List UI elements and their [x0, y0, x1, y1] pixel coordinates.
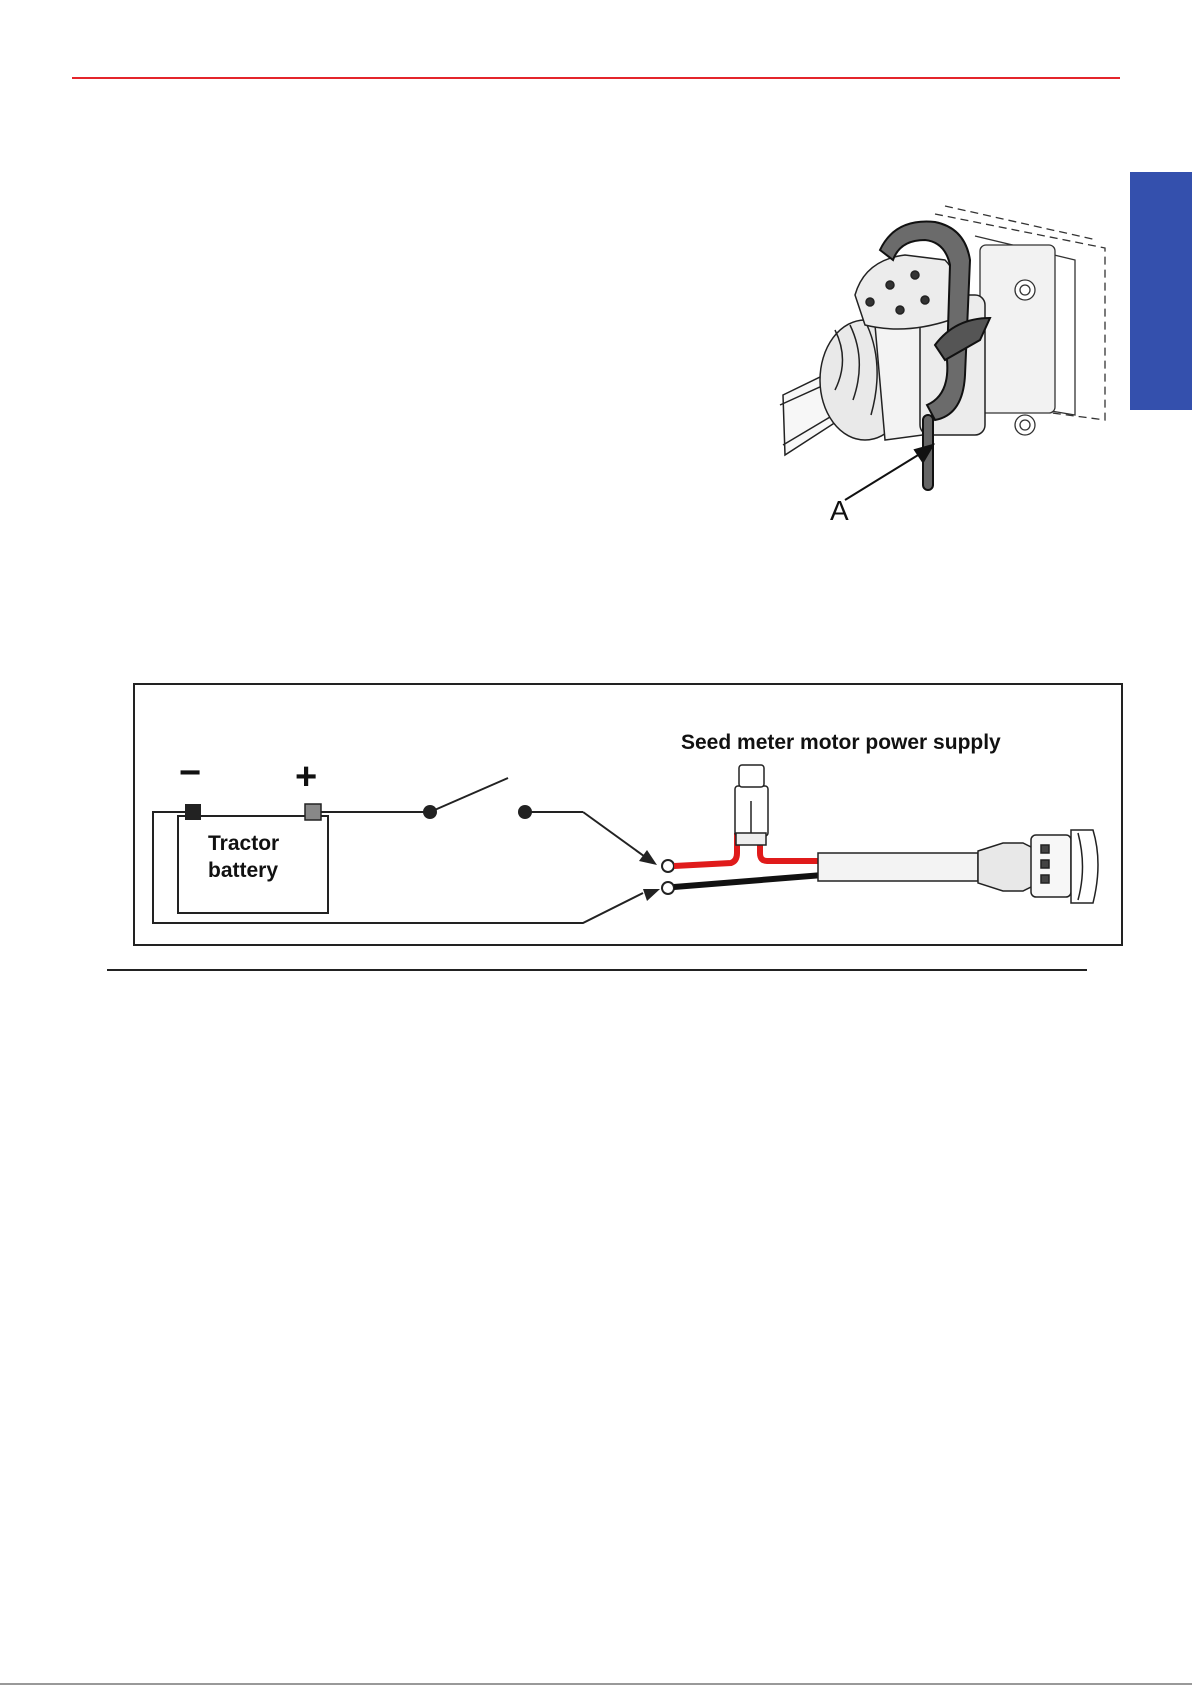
plug-cap	[855, 255, 956, 329]
negative-symbol: −	[179, 752, 202, 794]
wiring-diagram	[133, 683, 1123, 946]
positive-symbol: +	[295, 756, 318, 798]
inline-fuse-connector	[735, 765, 768, 845]
diagram-title: Seed meter motor power supply	[681, 731, 1001, 754]
connector-illustration	[775, 200, 1120, 535]
battery-label-line2: battery	[208, 859, 279, 882]
callout-arrow	[845, 445, 933, 500]
section-end-rule	[107, 969, 1087, 971]
section-side-tab[interactable]	[1130, 172, 1192, 410]
callout-label-a: A	[830, 495, 849, 526]
header-rule	[72, 77, 1120, 79]
battery-label-line1: Tractor	[208, 832, 280, 855]
positive-terminal	[305, 804, 321, 820]
negative-terminal	[185, 804, 201, 820]
